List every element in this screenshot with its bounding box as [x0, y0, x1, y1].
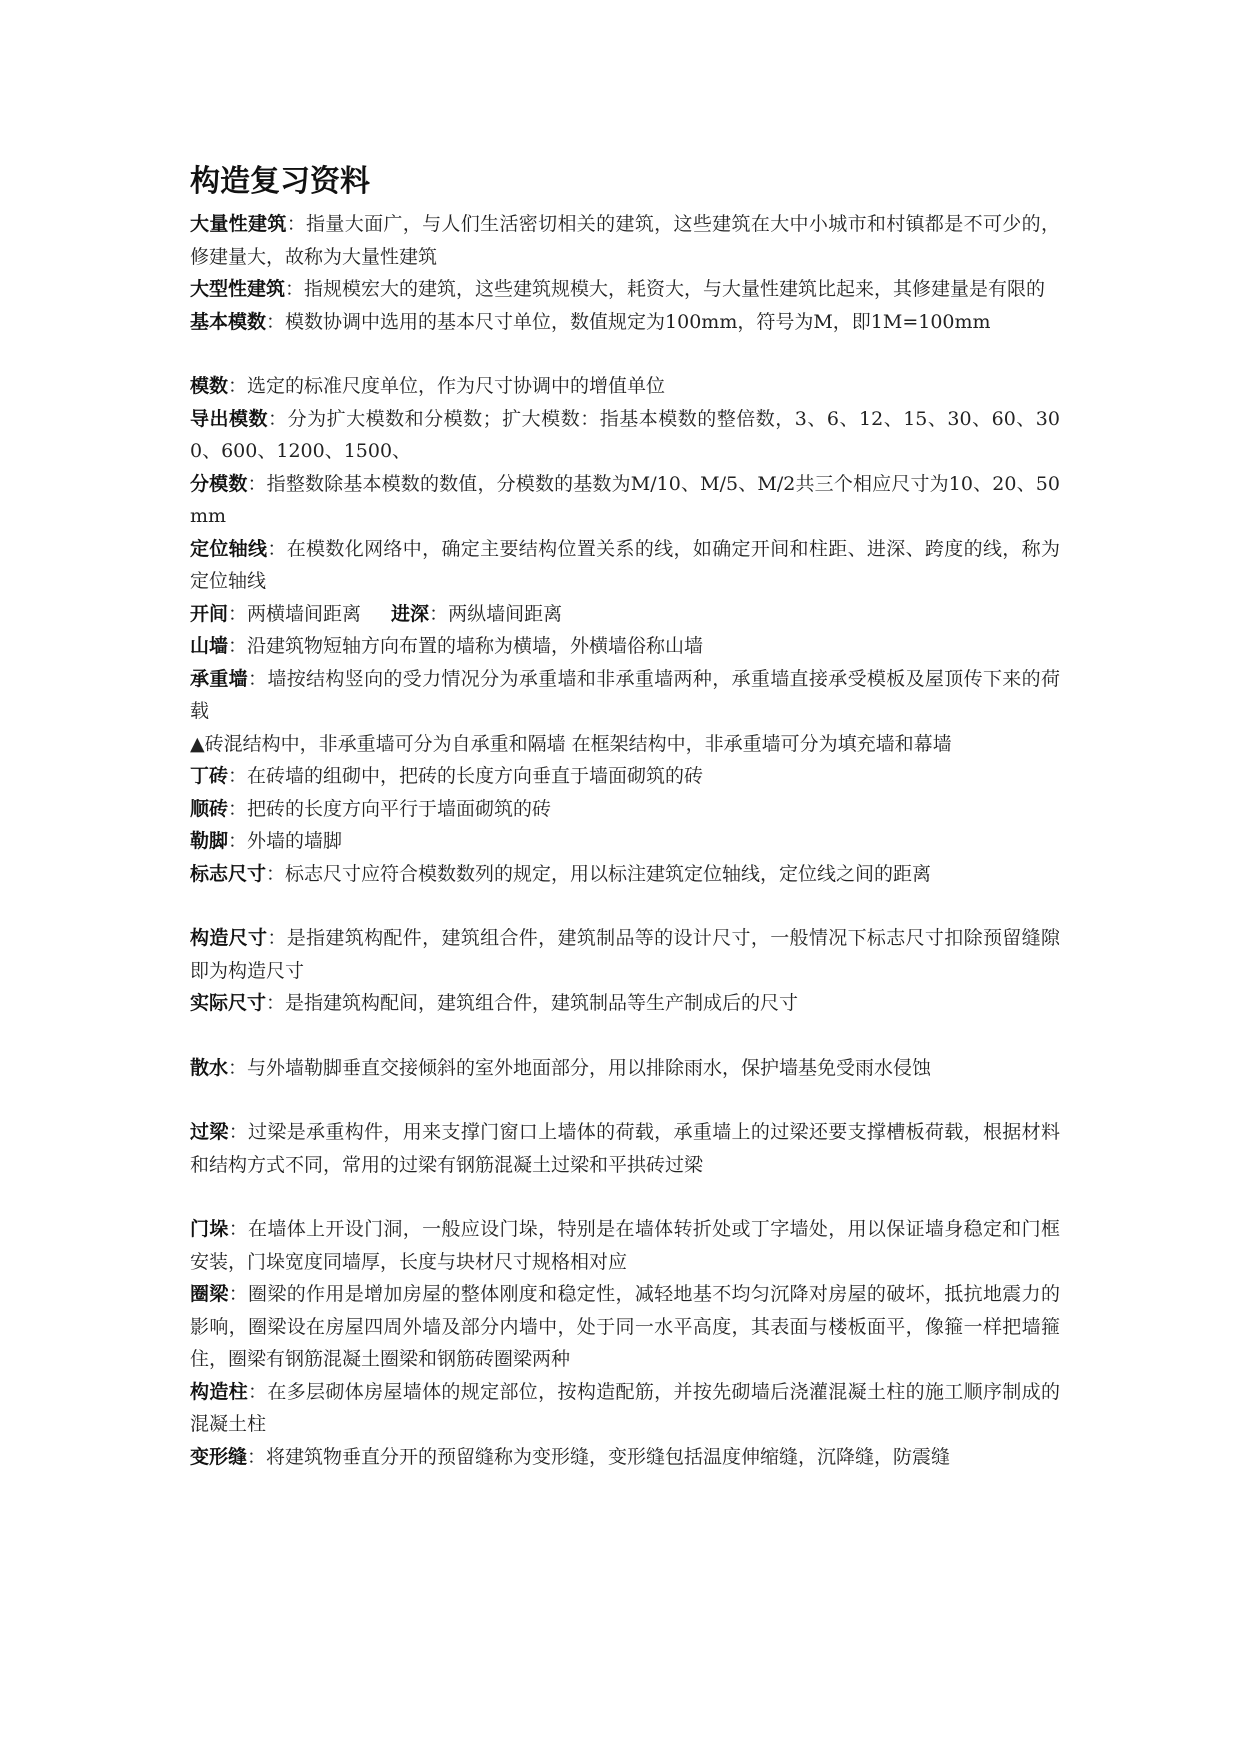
separator: ：: [267, 537, 287, 560]
definition-text: 是指建筑构配件，建筑组合件，建筑制品等的设计尺寸，一般情况下标志尺寸扣除预留缝隙即为构造尺寸: [190, 927, 1060, 982]
term: 大量性建筑: [190, 213, 287, 235]
separator: ：: [285, 278, 305, 300]
term: 导出模数: [190, 407, 269, 430]
separator: ：: [429, 602, 449, 625]
definition-entry: [190, 987, 1060, 1020]
separator: ：: [228, 1283, 249, 1305]
definition-text: 沿建筑物短轴方向布置的墙称为横墙，外横墙俗称山墙: [247, 635, 704, 657]
separator: ：: [228, 797, 248, 820]
definition-text: 指量大面广，与人们生活密切相关的建筑，这些建筑在大中小城市和村镇都是不可少的，修建量大，故称为大量性建筑: [190, 213, 1060, 268]
separator: ：: [228, 1121, 249, 1143]
separator: ：: [266, 992, 286, 1014]
note-entry: [190, 728, 1060, 761]
term: 勒脚: [190, 830, 229, 852]
separator: ：: [268, 407, 288, 430]
definition-entry: [190, 793, 1060, 826]
definition-text: 分为扩大模数和分模数；扩大模数：指基本模数的整倍数，3、6、12、15、30、60、300、600、1200、1500、: [190, 407, 1060, 462]
definition-entry: [190, 1213, 1060, 1278]
document-title: 构造复习资料: [190, 164, 370, 199]
definition-entry: [190, 858, 1060, 891]
definition-entry: [190, 370, 1060, 403]
term: 丁砖: [190, 765, 229, 787]
definition-text: 与外墙勒脚垂直交接倾斜的室外地面部分，用以排除雨水，保护墙基免受雨水侵蚀: [247, 1056, 932, 1079]
separator: ：: [286, 213, 307, 235]
definition-text: 是指建筑构配间，建筑组合件，建筑制品等生产制成后的尺寸: [285, 992, 799, 1014]
term: 模数: [190, 375, 229, 397]
separator: ：: [247, 472, 267, 495]
term: 构造柱: [190, 1380, 249, 1403]
term: 散水: [190, 1056, 229, 1079]
definition-entry: [190, 598, 1060, 631]
definition-entry: [190, 922, 1060, 987]
separator: ：: [228, 635, 248, 657]
definition-entry: [190, 630, 1060, 663]
separator: ：: [248, 667, 268, 690]
definition-entry: [190, 1052, 1060, 1085]
definition-entry: [190, 1376, 1060, 1441]
definition-text: 标志尺寸应符合模数数列的规定，用以标注建筑定位轴线，定位线之间的距离: [285, 862, 932, 885]
definition-entry: [190, 825, 1060, 858]
definition-entry: [190, 306, 1060, 339]
definition-entry: [190, 468, 1060, 533]
definition-text: 指规模宏大的建筑，这些建筑规模大，耗资大，与大量性建筑比起来，其修建量是有限的: [304, 278, 1046, 300]
separator: ：: [248, 1380, 268, 1403]
term: 定位轴线: [190, 537, 268, 560]
separator: ：: [228, 1218, 249, 1240]
term: 圈梁: [190, 1283, 229, 1305]
definition-text: 把砖的长度方向平行于墙面砌筑的砖: [247, 797, 552, 820]
definition-text: 过梁是承重构件，用来支撑门窗口上墙体的荷载，承重墙上的过梁还要支撑槽板荷载，根据材料和结构方式不同，常用的过梁有钢筋混凝土过梁和平拱砖过梁: [190, 1121, 1060, 1176]
separator: ：: [228, 830, 248, 852]
definition-entry: [190, 760, 1060, 793]
definition-text: 在墙体上开设门洞，一般应设门垛，特别是在墙体转折处或丁字墙处，用以保证墙身稳定和门框安装，门垛宽度同墙厚，长度与块材尺寸规格相对应: [190, 1218, 1060, 1273]
definition-text: 在模数化网络中，确定主要结构位置关系的线，如确定开间和柱距、进深、跨度的线，称为定位轴线: [190, 537, 1060, 592]
term: 构造尺寸: [190, 927, 268, 949]
separator: ：: [228, 765, 248, 787]
definition-text: 两横墙间距离: [247, 602, 362, 625]
definition-entry: [190, 533, 1060, 598]
definition-text: 在砖墙的组砌中，把砖的长度方向垂直于墙面砌筑的砖: [247, 765, 704, 787]
definition-text: 两纵墙间距离: [448, 602, 563, 625]
definition-text: 外墙的墙脚: [247, 830, 343, 852]
definition-entry: [190, 663, 1060, 728]
term: 开间: [190, 602, 229, 625]
definition-text: 在多层砌体房屋墙体的规定部位，按构造配筋，并按先砌墙后浇灌混凝土柱的施工顺序制成的混凝土柱: [190, 1380, 1060, 1435]
term: 过梁: [190, 1121, 229, 1143]
definition-entry: [190, 403, 1060, 468]
separator: ：: [228, 602, 248, 625]
definition-text: 圈梁的作用是增加房屋的整体刚度和稳定性，减轻地基不均匀沉降对房屋的破坏，抵抗地震力的影响，圈梁设在房屋四周外墙及部分内墙中，处于同一水平高度，其表面与楼板面平，像箍一样把墙箍住，圈梁有钢筋混凝土圈梁和钢筋砖圈梁两种: [190, 1283, 1060, 1370]
separator: ：: [247, 1445, 267, 1468]
document-content: [190, 160, 1060, 1473]
definition-entry: [190, 1116, 1060, 1181]
term: 大型性建筑: [190, 278, 286, 300]
term: 变形缝: [190, 1445, 248, 1468]
definition-text: 将建筑物垂直分开的预留缝称为变形缝，变形缝包括温度伸缩缝，沉降缝，防震缝: [266, 1445, 951, 1468]
definition-text: 墙按结构竖向的受力情况分为承重墙和非承重墙两种，承重墙直接承受模板及屋顶传下来的荷载: [190, 667, 1060, 722]
term: 顺砖: [190, 797, 229, 820]
term: 分模数: [190, 472, 248, 495]
term: 承重墙: [190, 667, 249, 690]
definition-text: 选定的标准尺度单位，作为尺寸协调中的增值单位: [247, 375, 666, 397]
definition-entry: [190, 273, 1060, 306]
separator: ：: [266, 310, 286, 333]
term: 进深: [391, 602, 430, 625]
term: 山墙: [190, 635, 229, 657]
separator: ：: [228, 375, 248, 397]
definition-text: 指整数除基本模数的数值，分模数的基数为M/10、M/5、M/2共三个相应尺寸为10、20、50mm: [190, 472, 1060, 527]
term: 实际尺寸: [190, 992, 267, 1014]
separator: ：: [266, 862, 286, 885]
note-text: ▲砖混结构中，非承重墙可分为自承重和隔墙 在框架结构中，非承重墙可分为填充墙和幕墙: [190, 732, 952, 755]
term: 标志尺寸: [190, 862, 267, 885]
term: 基本模数: [190, 310, 267, 333]
term: 门垛: [190, 1218, 229, 1240]
definition-text: 模数协调中选用的基本尺寸单位，数值规定为100mm，符号为M，即1M=100mm: [285, 310, 991, 333]
separator: ：: [267, 927, 287, 949]
definition-entry: [190, 1278, 1060, 1376]
definition-entry: [190, 208, 1060, 273]
definition-entry: [190, 1441, 1060, 1474]
separator: ：: [228, 1056, 248, 1079]
